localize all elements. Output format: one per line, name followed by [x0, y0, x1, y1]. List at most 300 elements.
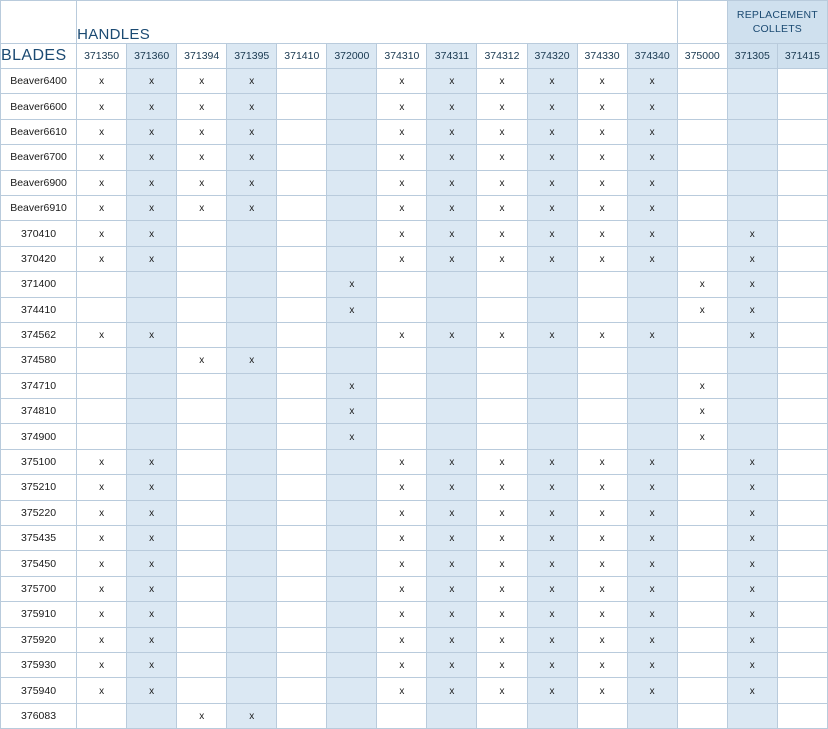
compat-mark: x [749, 584, 755, 595]
compat-mark: x [549, 660, 555, 672]
cell-371305 [727, 678, 777, 703]
cell-372000 [327, 246, 377, 271]
table-row [1, 348, 828, 373]
cell-374340 [627, 424, 677, 449]
cell-371394 [177, 576, 227, 601]
cell-374310 [377, 703, 427, 728]
compat-mark: x [399, 660, 405, 672]
cell-374320 [527, 246, 577, 271]
cell-374330 [577, 449, 627, 474]
cell-371410 [277, 221, 327, 246]
cell-375000 [677, 322, 727, 347]
cell-374310 [377, 94, 427, 119]
cell-372000 [327, 475, 377, 500]
cell-374320 [527, 170, 577, 195]
table-row [1, 322, 828, 347]
compat-mark: x [499, 126, 505, 138]
cell-371305 [727, 424, 777, 449]
compat-mark: x [399, 685, 405, 697]
cell-371350 [77, 399, 127, 424]
cell-372000 [327, 297, 377, 322]
cell-371410 [277, 576, 327, 601]
cell-374320 [527, 195, 577, 220]
blades-title: BLADES [1, 44, 77, 69]
cell-372000 [327, 703, 377, 728]
cell-371410 [277, 475, 327, 500]
cell-371410 [277, 297, 327, 322]
compat-mark: x [399, 482, 405, 494]
cell-371360 [127, 297, 177, 322]
row-label: Beaver6910 [1, 195, 77, 220]
cell-371415 [777, 652, 827, 677]
cell-374340 [627, 602, 677, 627]
compat-mark: x [599, 507, 605, 519]
cell-371394 [177, 348, 227, 373]
compat-mark: x [449, 634, 455, 646]
compat-mark: x [99, 330, 105, 342]
cell-375000 [677, 576, 727, 601]
band-spacer [1, 1, 77, 44]
cell-372000 [327, 119, 377, 144]
compat-mark: x [699, 406, 705, 418]
cell-371360 [127, 373, 177, 398]
cell-374311 [427, 678, 477, 703]
compat-mark: x [699, 380, 705, 392]
row-label: 371400 [1, 272, 77, 297]
cell-374311 [427, 272, 477, 297]
compat-mark: x [599, 101, 605, 113]
cell-371350 [77, 221, 127, 246]
cell-371394 [177, 703, 227, 728]
compat-mark: x [449, 609, 455, 621]
row-label: 375700 [1, 576, 77, 601]
cell-374311 [427, 297, 477, 322]
compat-mark: x [649, 507, 655, 519]
cell-374320 [527, 652, 577, 677]
compat-mark: x [599, 253, 605, 265]
compat-mark: x [399, 101, 405, 113]
row-label: 375220 [1, 500, 77, 525]
compat-mark: x [649, 533, 655, 545]
cell-371395 [227, 170, 277, 195]
cell-371394 [177, 627, 227, 652]
compat-mark: x [99, 634, 105, 646]
compat-mark: x [99, 253, 105, 265]
compat-mark: x [99, 177, 105, 189]
compat-mark: x [99, 558, 105, 570]
cell-371410 [277, 348, 327, 373]
cell-372000 [327, 652, 377, 677]
compat-mark: x [549, 152, 555, 164]
cell-374311 [427, 475, 477, 500]
compat-mark: x [449, 507, 455, 519]
compat-mark: x [549, 253, 555, 265]
cell-375000 [677, 475, 727, 500]
cell-374320 [527, 94, 577, 119]
cell-374330 [577, 246, 627, 271]
cell-374311 [427, 94, 477, 119]
cell-374330 [577, 500, 627, 525]
row-label: 370420 [1, 246, 77, 271]
compat-mark: x [449, 457, 455, 469]
cell-374320 [527, 576, 577, 601]
cell-371360 [127, 170, 177, 195]
compat-mark: x [149, 152, 155, 164]
cell-374312 [477, 145, 527, 170]
compat-mark: x [399, 533, 405, 545]
column-header-371395: 371395 [227, 44, 277, 69]
row-label: 375100 [1, 449, 77, 474]
cell-374340 [627, 627, 677, 652]
cell-374340 [627, 221, 677, 246]
cell-371415 [777, 678, 827, 703]
cell-371415 [777, 221, 827, 246]
cell-371395 [227, 373, 277, 398]
row-label: 375920 [1, 627, 77, 652]
row-label: Beaver6400 [1, 69, 77, 94]
compat-mark: x [549, 203, 555, 215]
cell-371415 [777, 526, 827, 551]
cell-371350 [77, 424, 127, 449]
compat-mark: x [99, 660, 105, 672]
compat-mark: x [149, 101, 155, 113]
compat-mark: x [399, 507, 405, 519]
cell-371395 [227, 94, 277, 119]
cell-371410 [277, 170, 327, 195]
cell-374320 [527, 500, 577, 525]
row-label: 375450 [1, 551, 77, 576]
row-label: Beaver6600 [1, 94, 77, 119]
cell-371410 [277, 145, 327, 170]
cell-371415 [777, 399, 827, 424]
compat-mark: x [449, 177, 455, 189]
cell-374310 [377, 627, 427, 652]
cell-375000 [677, 348, 727, 373]
cell-375000 [677, 399, 727, 424]
cell-375000 [677, 221, 727, 246]
cell-371360 [127, 500, 177, 525]
compat-mark: x [599, 609, 605, 621]
column-header-374312: 374312 [477, 44, 527, 69]
compat-mark: x [99, 609, 105, 621]
compat-mark: x [199, 101, 205, 113]
cell-374320 [527, 348, 577, 373]
compat-mark: x [649, 228, 655, 240]
cell-371410 [277, 627, 327, 652]
compat-mark: x [99, 203, 105, 215]
cell-372000 [327, 272, 377, 297]
compat-mark: x [149, 660, 155, 672]
cell-371415 [777, 551, 827, 576]
compat-mark: x [199, 355, 205, 367]
cell-372000 [327, 449, 377, 474]
cell-371394 [177, 69, 227, 94]
row-label: 374410 [1, 297, 77, 322]
table-row [1, 373, 828, 398]
cell-374340 [627, 272, 677, 297]
column-header-374311: 374311 [427, 44, 477, 69]
cell-374320 [527, 526, 577, 551]
compat-mark: x [649, 482, 655, 494]
compat-mark: x [249, 101, 255, 113]
cell-371305 [727, 449, 777, 474]
compat-mark: x [649, 584, 655, 595]
cell-374340 [627, 399, 677, 424]
compat-mark: x [249, 355, 255, 367]
cell-371394 [177, 551, 227, 576]
compat-mark: x [749, 634, 755, 646]
cell-374330 [577, 69, 627, 94]
compat-mark: x [249, 126, 255, 138]
cell-374312 [477, 703, 527, 728]
compat-mark: x [649, 253, 655, 265]
cell-374320 [527, 322, 577, 347]
cell-371350 [77, 145, 127, 170]
cell-374312 [477, 551, 527, 576]
column-header-371350: 371350 [77, 44, 127, 69]
cell-371395 [227, 602, 277, 627]
compat-mark: x [399, 584, 405, 595]
compat-mark: x [499, 660, 505, 672]
cell-374320 [527, 551, 577, 576]
cell-374310 [377, 348, 427, 373]
cell-371305 [727, 475, 777, 500]
table-row [1, 526, 828, 551]
compat-mark: x [99, 76, 105, 88]
cell-371305 [727, 602, 777, 627]
table-row [1, 272, 828, 297]
compat-mark: x [649, 101, 655, 113]
cell-372000 [327, 170, 377, 195]
compat-mark: x [699, 431, 705, 443]
cell-371415 [777, 297, 827, 322]
compat-mark: x [449, 482, 455, 494]
cell-374311 [427, 652, 477, 677]
compat-mark: x [549, 507, 555, 519]
compat-mark: x [149, 609, 155, 621]
collets-title-line2: COLLETS [752, 23, 803, 35]
cell-374310 [377, 145, 427, 170]
cell-371360 [127, 272, 177, 297]
cell-374340 [627, 297, 677, 322]
compat-mark: x [349, 406, 355, 418]
cell-371410 [277, 500, 327, 525]
compat-mark: x [699, 279, 705, 291]
cell-374320 [527, 678, 577, 703]
cell-374330 [577, 678, 627, 703]
cell-371305 [727, 94, 777, 119]
cell-371305 [727, 399, 777, 424]
compat-mark: x [749, 660, 755, 672]
cell-371305 [727, 551, 777, 576]
compat-mark: x [499, 507, 505, 519]
cell-375000 [677, 449, 727, 474]
compat-mark: x [649, 685, 655, 697]
compat-mark: x [649, 457, 655, 469]
cell-372000 [327, 348, 377, 373]
cell-372000 [327, 627, 377, 652]
compat-mark: x [599, 126, 605, 138]
cell-371360 [127, 652, 177, 677]
table-row [1, 652, 828, 677]
cell-374340 [627, 348, 677, 373]
cell-371305 [727, 195, 777, 220]
cell-371394 [177, 170, 227, 195]
cell-371350 [77, 170, 127, 195]
table-row [1, 627, 828, 652]
compat-mark: x [499, 584, 505, 595]
table-body [1, 69, 828, 729]
table-row [1, 297, 828, 322]
cell-371350 [77, 449, 127, 474]
column-header-374340: 374340 [627, 44, 677, 69]
cell-371410 [277, 373, 327, 398]
cell-371410 [277, 119, 327, 144]
compat-mark: x [749, 228, 755, 240]
cell-374312 [477, 627, 527, 652]
cell-374340 [627, 703, 677, 728]
cell-374320 [527, 424, 577, 449]
cell-374310 [377, 272, 427, 297]
cell-371395 [227, 449, 277, 474]
compat-mark: x [649, 660, 655, 672]
cell-374310 [377, 373, 427, 398]
cell-371415 [777, 69, 827, 94]
cell-374330 [577, 703, 627, 728]
compat-mark: x [99, 457, 105, 469]
cell-371394 [177, 399, 227, 424]
row-label: 374710 [1, 373, 77, 398]
cell-371395 [227, 551, 277, 576]
row-label: 374562 [1, 322, 77, 347]
compat-mark: x [399, 126, 405, 138]
cell-371395 [227, 576, 277, 601]
compat-mark: x [499, 634, 505, 646]
compat-mark: x [549, 76, 555, 88]
cell-371350 [77, 94, 127, 119]
compat-mark: x [649, 330, 655, 342]
compat-mark: x [399, 76, 405, 88]
compat-mark: x [149, 76, 155, 88]
cell-374330 [577, 373, 627, 398]
compat-mark: x [399, 203, 405, 215]
cell-371305 [727, 526, 777, 551]
cell-371360 [127, 399, 177, 424]
column-header-374330: 374330 [577, 44, 627, 69]
compat-mark: x [649, 203, 655, 215]
compat-mark: x [599, 330, 605, 342]
cell-374312 [477, 94, 527, 119]
cell-374312 [477, 652, 527, 677]
cell-374311 [427, 221, 477, 246]
cell-374320 [527, 399, 577, 424]
compat-mark: x [749, 482, 755, 494]
table-row [1, 602, 828, 627]
cell-374312 [477, 678, 527, 703]
cell-375000 [677, 246, 727, 271]
cell-372000 [327, 602, 377, 627]
cell-372000 [327, 94, 377, 119]
cell-371350 [77, 297, 127, 322]
cell-371415 [777, 246, 827, 271]
cell-371415 [777, 627, 827, 652]
cell-371395 [227, 297, 277, 322]
cell-374310 [377, 322, 427, 347]
cell-371305 [727, 576, 777, 601]
cell-371415 [777, 475, 827, 500]
cell-374310 [377, 678, 427, 703]
compat-mark: x [149, 507, 155, 519]
compat-mark: x [149, 330, 155, 342]
compat-mark: x [499, 330, 505, 342]
cell-371395 [227, 703, 277, 728]
cell-371350 [77, 322, 127, 347]
compat-mark: x [249, 177, 255, 189]
cell-371350 [77, 272, 127, 297]
cell-374311 [427, 627, 477, 652]
table-row [1, 94, 828, 119]
cell-371305 [727, 145, 777, 170]
cell-371395 [227, 399, 277, 424]
compat-mark: x [449, 660, 455, 672]
cell-374312 [477, 348, 527, 373]
cell-371350 [77, 246, 127, 271]
compat-mark: x [99, 685, 105, 697]
compat-mark: x [449, 152, 455, 164]
cell-374312 [477, 399, 527, 424]
compat-mark: x [549, 533, 555, 545]
cell-371415 [777, 576, 827, 601]
compat-mark: x [449, 558, 455, 570]
cell-374330 [577, 551, 627, 576]
cell-372000 [327, 373, 377, 398]
compat-mark: x [549, 609, 555, 621]
cell-374312 [477, 69, 527, 94]
cell-374310 [377, 500, 427, 525]
cell-374340 [627, 500, 677, 525]
table-row [1, 195, 828, 220]
cell-372000 [327, 500, 377, 525]
column-header-row [1, 44, 828, 69]
cell-375000 [677, 119, 727, 144]
cell-374330 [577, 322, 627, 347]
cell-371410 [277, 526, 327, 551]
cell-371350 [77, 373, 127, 398]
cell-374312 [477, 170, 527, 195]
cell-371360 [127, 703, 177, 728]
table-row [1, 551, 828, 576]
cell-375000 [677, 678, 727, 703]
compat-mark: x [499, 685, 505, 697]
row-label: 374900 [1, 424, 77, 449]
compat-mark: x [699, 304, 705, 316]
cell-374311 [427, 145, 477, 170]
column-header-371415: 371415 [777, 44, 827, 69]
cell-374310 [377, 221, 427, 246]
cell-374330 [577, 602, 627, 627]
cell-374320 [527, 475, 577, 500]
compat-mark: x [349, 279, 355, 291]
compat-mark: x [599, 457, 605, 469]
column-header-374320: 374320 [527, 44, 577, 69]
cell-371360 [127, 94, 177, 119]
cell-374320 [527, 373, 577, 398]
compat-mark: x [399, 152, 405, 164]
cell-372000 [327, 195, 377, 220]
compat-mark: x [499, 558, 505, 570]
cell-374311 [427, 551, 477, 576]
compat-mark: x [199, 177, 205, 189]
